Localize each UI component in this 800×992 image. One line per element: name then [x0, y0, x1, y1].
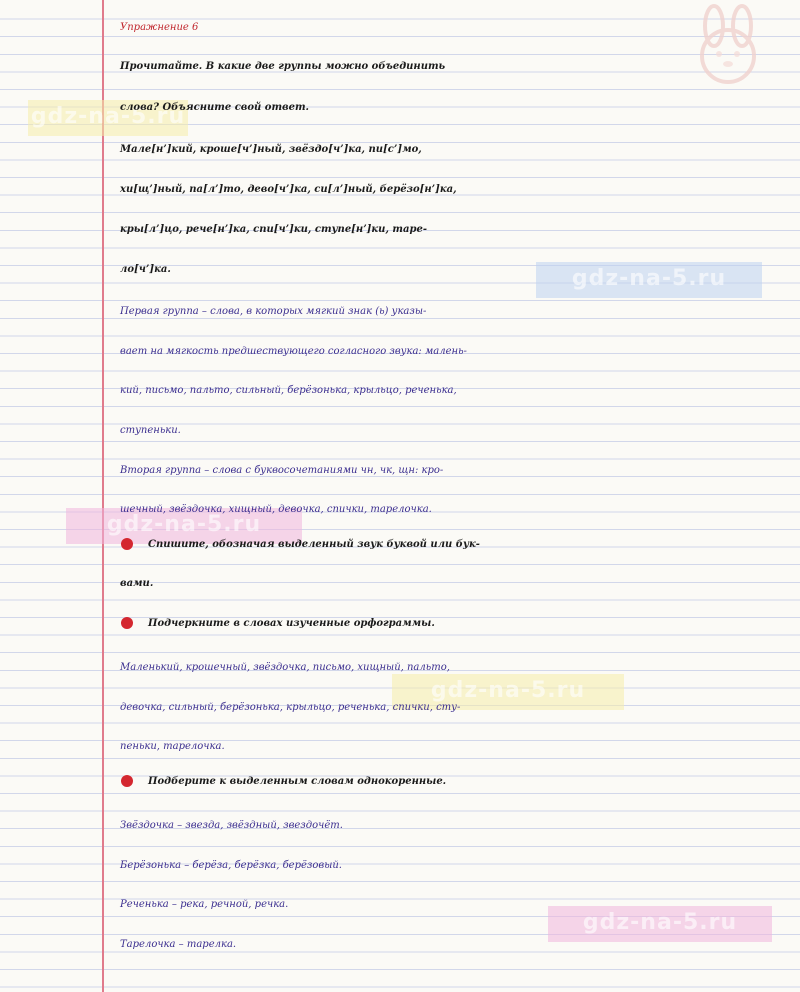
answer-line: Реченька – река, речной, речка. — [120, 899, 289, 910]
watermark: gdz-na-5.ru — [66, 508, 302, 544]
margin-line — [102, 0, 104, 992]
watermark: gdz-na-5.ru — [392, 674, 624, 710]
task-text: слова? Объясните свой ответ. — [120, 102, 310, 113]
red-dot-icon — [121, 775, 133, 787]
answer-line: Берёзонька – берёза, берёзка, берёзовый. — [120, 860, 342, 871]
word-line: ло[ч’]ка. — [120, 264, 171, 275]
red-dot-icon — [121, 617, 133, 629]
answer-line: кий, письмо, пальто, сильный, берёзонька, крыльцо, реченька, — [120, 385, 457, 396]
answer-line: пеньки, тарелочка. — [120, 741, 225, 752]
task-text: Подчеркните в словах изученные орфограммы. — [148, 618, 435, 629]
task-text: Подберите к выделенным словам однокоренные. — [148, 776, 447, 787]
answer-line: шечный, звёздочка, хищный, девочка, спички, тарелочка. — [120, 504, 432, 515]
answer-line: Маленький, крошечный, звёздочка, письмо, хищный, пальто, — [120, 662, 450, 673]
exercise-title: Упражнение 6 — [120, 22, 199, 33]
task-text: Прочитайте. В какие две группы можно объединить — [120, 61, 446, 72]
answer-line: ступеньки. — [120, 425, 181, 436]
answer-line: Звёздочка – звезда, звёздный, звездочёт. — [120, 820, 343, 831]
answer-line: Первая группа – слова, в которых мягкий знак (ь) указы- — [120, 306, 427, 317]
watermark: gdz-na-5.ru — [28, 100, 188, 136]
word-line: хи[щ’]ный, па[л’]то, дево[ч’]ка, си[л’]ный, берёзо[н’]ка, — [120, 184, 457, 195]
red-dot-icon — [121, 538, 133, 550]
watermark: gdz-na-5.ru — [536, 262, 762, 298]
task-text: вами. — [120, 578, 154, 589]
answer-line: Вторая группа – слова с буквосочетаниями чн, чк, щн: кро- — [120, 465, 444, 476]
watermark: gdz-na-5.ru — [548, 906, 772, 942]
word-line: Мале[н’]кий, кроше[ч’]ный, звёздо[ч’]ка, пи[с’]мо, — [120, 144, 422, 155]
answer-line: девочка, сильный, берёзонька, крыльцо, реченька, спички, сту- — [120, 702, 461, 713]
answer-line: Тарелочка – тарелка. — [120, 939, 237, 950]
word-line: кры[л’]цо, рече[н’]ка, спи[ч’]ки, ступе[н’]ки, таре- — [120, 224, 427, 235]
answer-line: вает на мягкость предшествующего согласного звука: малень- — [120, 346, 467, 357]
task-text: Спишите, обозначая выделенный звук буквой или бук- — [148, 539, 480, 550]
